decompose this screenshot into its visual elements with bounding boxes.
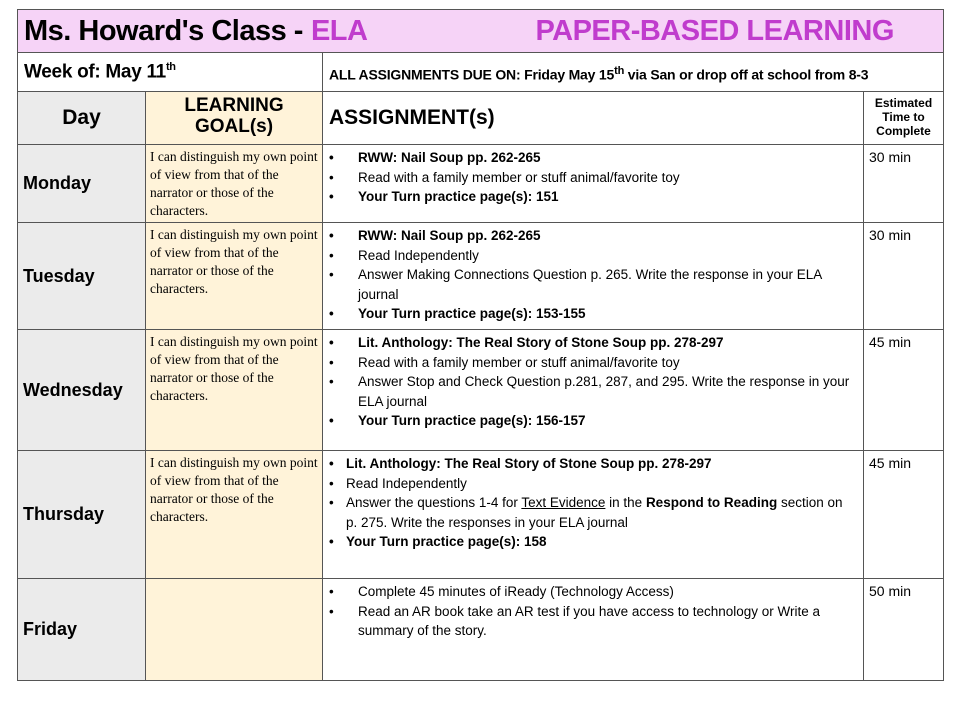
time-cell bbox=[864, 330, 944, 451]
assignment-cell bbox=[323, 451, 864, 579]
table-row bbox=[18, 579, 944, 681]
due-prefix: ALL ASSIGNMENTS DUE ON: Friday May 15 bbox=[329, 66, 615, 83]
header-day bbox=[18, 92, 146, 145]
time-value: 50 min bbox=[869, 583, 912, 599]
day-cell bbox=[18, 330, 146, 451]
list-item: • Complete 45 minutes of iReady (Technology Access) bbox=[329, 582, 857, 602]
list-item: • RWW: Nail Soup pp. 262-265 bbox=[329, 148, 857, 168]
subject-label: ELA bbox=[310, 14, 368, 47]
day-cell bbox=[18, 145, 146, 223]
goal-cell bbox=[146, 330, 323, 451]
header-goal-line1: LEARNING bbox=[184, 95, 284, 116]
list-item: • Read Independently bbox=[329, 474, 857, 494]
list-item: • Read Independently bbox=[329, 246, 857, 266]
time-value: 45 min bbox=[869, 334, 912, 350]
day-label: Tuesday bbox=[23, 265, 95, 286]
time-cell bbox=[864, 145, 944, 223]
header-goal bbox=[146, 92, 323, 145]
time-cell bbox=[864, 579, 944, 681]
day-label: Monday bbox=[23, 173, 92, 193]
header-goal-line2: GOAL(s) bbox=[194, 116, 274, 137]
goal-text bbox=[146, 579, 322, 582]
header-time-line3: Complete bbox=[876, 124, 931, 138]
week-cell bbox=[18, 53, 323, 92]
time-value: 30 min bbox=[869, 149, 912, 165]
assignment-cell bbox=[323, 223, 864, 330]
goal-text: I can distinguish my own point of view from that of the narrator or those of the characters. bbox=[150, 227, 318, 296]
list-item: • Read an AR book take an AR test if you have access to technology or Write a summary of the story. bbox=[329, 602, 857, 641]
table-row bbox=[18, 451, 944, 579]
goal-cell bbox=[146, 145, 323, 223]
week-label: Week of: May 11 bbox=[24, 61, 166, 83]
time-cell bbox=[864, 451, 944, 579]
goal-text: I can distinguish my own point of view from that of the narrator or those of the characters. bbox=[150, 334, 318, 403]
table-row bbox=[18, 145, 944, 223]
header-time bbox=[864, 92, 944, 145]
header-assignment-label: ASSIGNMENT(s) bbox=[329, 106, 495, 129]
list-item: • Read with a family member or stuff animal/favorite toy bbox=[329, 168, 857, 188]
goal-cell bbox=[146, 451, 323, 579]
table-row bbox=[18, 330, 944, 451]
header-day-label: Day bbox=[62, 106, 101, 129]
time-value: 45 min bbox=[869, 455, 912, 471]
day-cell bbox=[18, 579, 146, 681]
list-item bbox=[329, 493, 857, 532]
title-banner bbox=[18, 10, 944, 53]
goal-text: I can distinguish my own point of view from that of the narrator or those of the characters. bbox=[150, 149, 318, 218]
day-label: Friday bbox=[23, 619, 78, 639]
class-title: Ms. Howard's Class - bbox=[24, 14, 303, 47]
day-label: Wednesday bbox=[23, 379, 123, 400]
due-suffix: via San or drop off at school from 8-3 bbox=[624, 66, 869, 83]
list-item: • RWW: Nail Soup pp. 262-265 bbox=[329, 226, 857, 246]
list-item: • Answer Stop and Check Question p.281, 287, and 295. Write the response in your ELA journal bbox=[329, 372, 857, 411]
respond-to-reading-label: Respond to Reading bbox=[645, 495, 778, 510]
list-item-text-middle: in the bbox=[605, 495, 646, 510]
due-cell bbox=[323, 53, 944, 92]
table-row bbox=[18, 223, 944, 330]
text-evidence-link: Text Evidence bbox=[521, 495, 606, 510]
week-sup: th bbox=[165, 61, 176, 73]
list-item: • Read with a family member or stuff animal/favorite toy bbox=[329, 353, 857, 373]
assignment-cell bbox=[323, 579, 864, 681]
list-item: • Your Turn practice page(s): 158 bbox=[329, 532, 857, 552]
list-item: • Your Turn practice page(s): 153-155 bbox=[329, 304, 857, 324]
list-item: • Your Turn practice page(s): 156-157 bbox=[329, 411, 857, 431]
day-cell bbox=[18, 451, 146, 579]
goal-cell bbox=[146, 223, 323, 330]
goal-cell bbox=[146, 579, 323, 681]
list-item: • Answer Making Connections Question p. 265. Write the response in your ELA journal bbox=[329, 265, 857, 304]
time-value: 30 min bbox=[869, 227, 912, 243]
list-item: • Your Turn practice page(s): 151 bbox=[329, 187, 857, 207]
assignment-cell bbox=[323, 330, 864, 451]
due-sup: th bbox=[614, 65, 625, 77]
list-item-text: Answer the questions 1-4 for bbox=[346, 495, 522, 510]
header-assignment bbox=[323, 92, 864, 145]
header-time-line2: Time to bbox=[882, 110, 925, 124]
assignment-cell bbox=[323, 145, 864, 223]
time-cell bbox=[864, 223, 944, 330]
mode-label: PAPER-BASED LEARNING bbox=[535, 14, 894, 47]
goal-text: I can distinguish my own point of view from that of the narrator or those of the characters. bbox=[150, 455, 318, 524]
day-cell bbox=[18, 223, 146, 330]
list-item-text-end: section on p. 275. Write the responses in your ELA journal bbox=[346, 495, 843, 530]
list-item: • Lit. Anthology: The Real Story of Stone Soup pp. 278-297 bbox=[329, 333, 857, 353]
day-label: Thursday bbox=[23, 504, 105, 524]
schedule-table bbox=[17, 9, 944, 681]
list-item: • Lit. Anthology: The Real Story of Stone Soup pp. 278-297 bbox=[329, 454, 857, 474]
header-time-line1: Estimated bbox=[874, 96, 933, 110]
